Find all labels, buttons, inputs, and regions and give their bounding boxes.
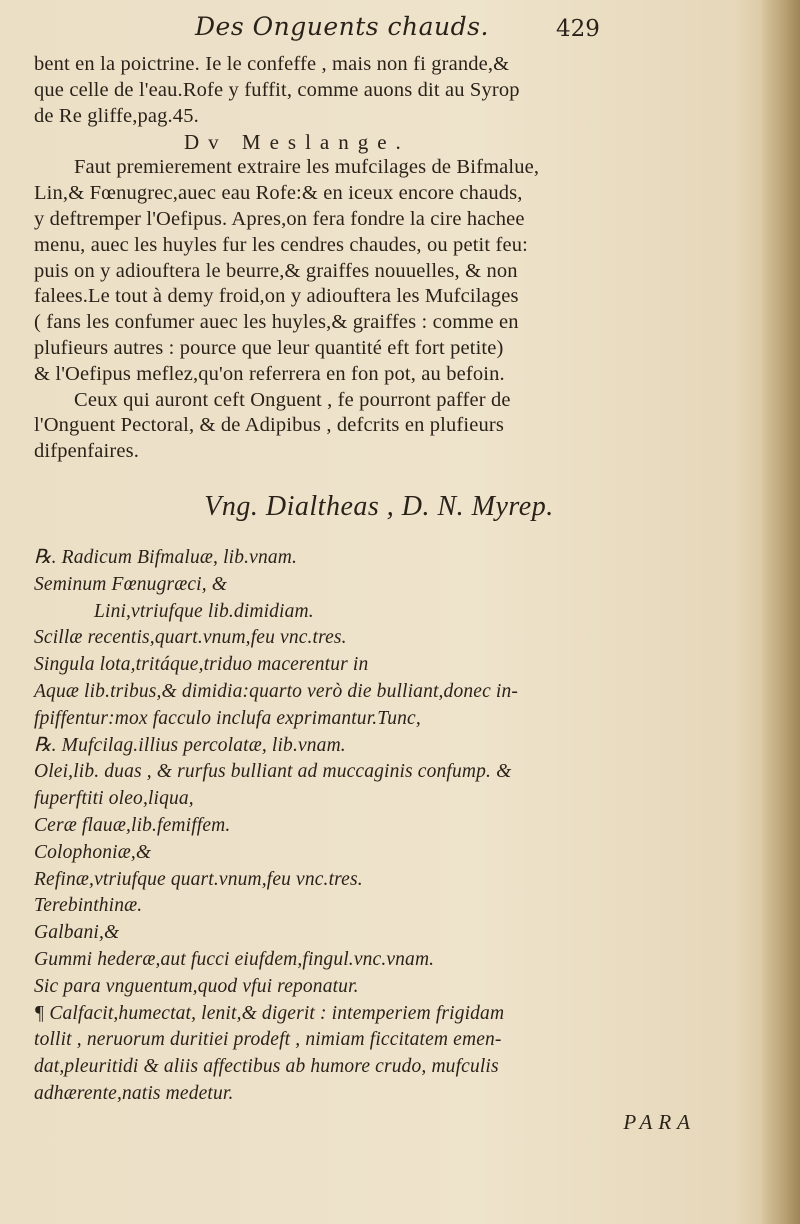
text-line: Ceux qui auront ceft Onguent , fe pourront paffer de	[74, 388, 511, 411]
text-line: difpenfaires.	[34, 440, 139, 463]
recipe-line: Lini,vtriufque lib.dimidiam.	[94, 600, 314, 622]
text-line: & l'Oefipus meflez,qu'on referrera en fon pot, au befoin.	[34, 362, 505, 385]
text-line: y deftremper l'Oefipus. Apres,on fera fondre la cire hachee	[34, 207, 525, 230]
text-line: l'Onguent Pectoral, & de Adipibus , defcrits en plufieurs	[34, 414, 504, 437]
recipe-block	[34, 545, 724, 1108]
recipe-line: Gummi hederæ,aut fucci eiufdem,fingul.vnc.vnam.	[34, 948, 435, 970]
page-number: 429	[556, 16, 600, 42]
intro-paragraph	[34, 52, 724, 129]
recipe-line: ℞. Radicum Bifmaluæ, lib.vnam.	[34, 546, 297, 568]
recipe-line: ¶ Calfacit,humectat, lenit,& digerit : intemperiem frigidam	[34, 1002, 505, 1024]
recipe-line: Singula lota,tritáque,triduo macerentur in	[34, 654, 369, 676]
main-paragraph	[34, 155, 724, 387]
recipe-line: Galbani,&	[34, 922, 120, 944]
text-line: Faut premierement extraire les mufcilages de Bifmalue,	[74, 156, 540, 179]
recipe-line: Refinæ,vtriufque quart.vnum,feu vnc.tres.	[34, 868, 363, 890]
catchword: PARA	[623, 1109, 696, 1134]
text-line: falees.Le tout à demy froid,on y adiouftera les Mufcilages	[34, 285, 519, 308]
text-line: Lin,& Fœnugrec,auec eau Rofe:& en iceux encore chauds,	[34, 182, 523, 205]
running-head: Des Onguents chauds.	[195, 12, 489, 41]
text-line: ( fans les confumer auec les huyles,& graiffes : comme en	[34, 311, 519, 334]
recipe-line: Scillæ recentis,quart.vnum,feu vnc.tres.	[34, 627, 347, 649]
section-heading: Dv Meslange.	[184, 130, 410, 155]
text-line: de Re gliffe,pag.45.	[34, 104, 199, 127]
recipe-line: Seminum Fœnugræci, &	[34, 573, 228, 595]
formula-title: Vng. Dialtheas , D. N. Myrep.	[204, 490, 554, 522]
text-line: puis on y adiouftera le beurre,& graiffes nouuelles, & non	[34, 259, 518, 282]
recipe-line: ℞. Mufcilag.illius percolatæ, lib.vnam.	[34, 734, 346, 756]
page-body	[34, 52, 724, 1135]
recipe-line: Colophoniæ,&	[34, 841, 152, 863]
recipe-line: Ceræ flauæ,lib.femiffem.	[34, 814, 231, 836]
closing-paragraph	[34, 388, 724, 465]
recipe-line: Aquæ lib.tribus,& dimidia:quarto verò die bulliant,donec in-	[34, 680, 519, 702]
page-gutter-edge	[762, 0, 800, 1224]
recipe-line: adhærente,natis medetur.	[34, 1082, 234, 1104]
recipe-line: Terebinthinæ.	[34, 895, 143, 917]
text-line: menu, auec les huyles fur les cendres chaudes, ou petit feu:	[34, 233, 528, 256]
text-line: bent en la poictrine. Ie le confeffe , mais non fi grande,&	[34, 53, 510, 75]
page-header	[0, 12, 760, 48]
text-line: que celle de l'eau.Rofe y fuffit, comme auons dit au Syrop	[34, 78, 520, 101]
recipe-line: Olei,lib. duas , & rurfus bulliant ad muccaginis confump. &	[34, 761, 512, 783]
recipe-line: dat,pleuritidi & aliis affectibus ab humore crudo, mufculis	[34, 1056, 499, 1078]
recipe-line: Sic para vnguentum,quod vfui reponatur.	[34, 975, 359, 997]
recipe-line: fuperftiti oleo,liqua,	[34, 788, 194, 810]
recipe-line: tollit , neruorum duritiei prodeft , nimiam ficcitatem emen-	[34, 1029, 502, 1051]
recipe-line: fpiffentur:mox facculo inclufa exprimantur.Tunc,	[34, 707, 421, 729]
text-line: plufieurs autres : pource que leur quantité eft fort petite)	[34, 336, 504, 359]
